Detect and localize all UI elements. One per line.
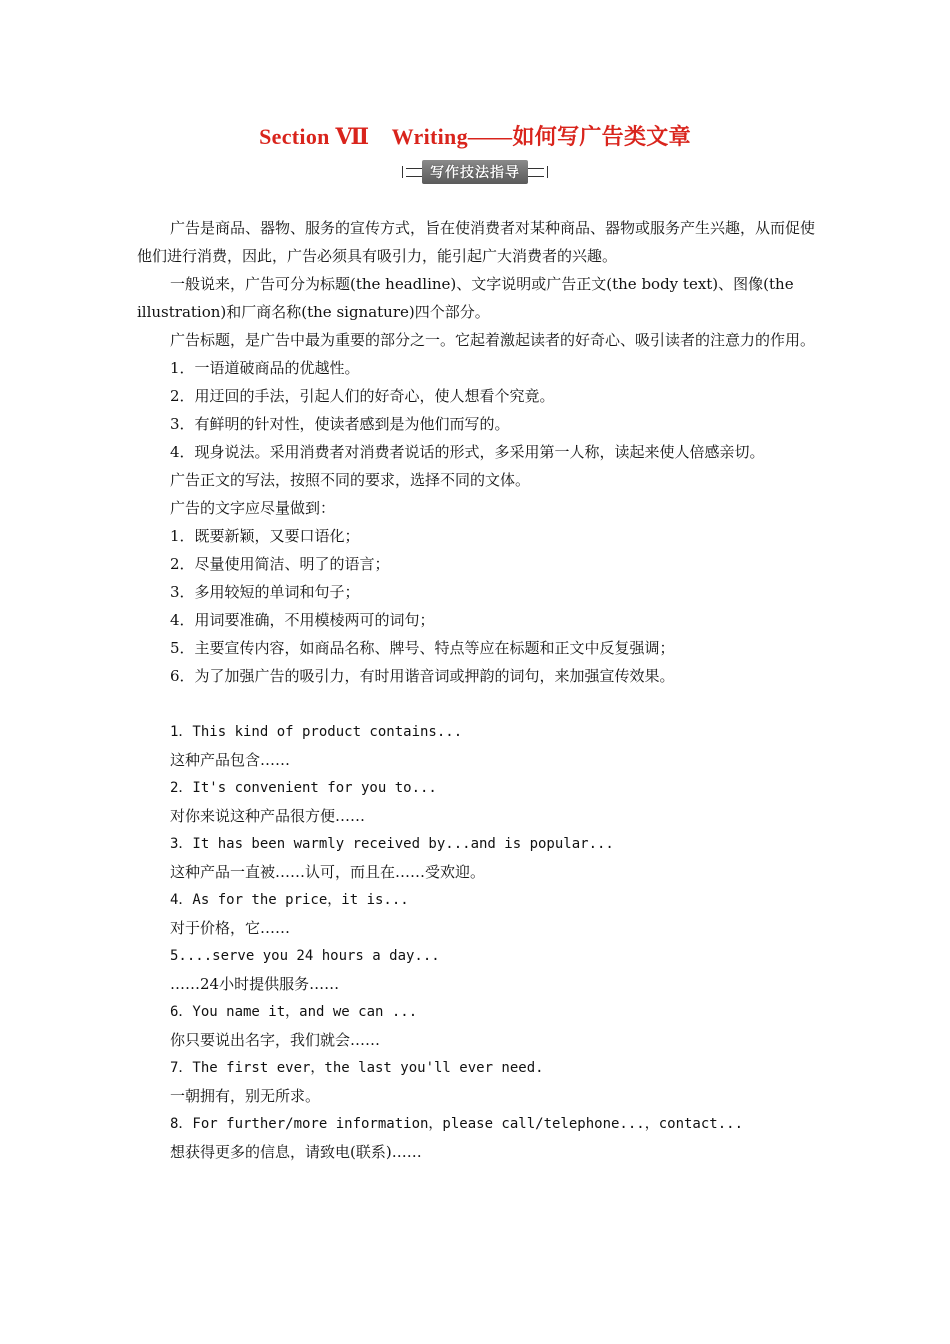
phrase-chinese: 这种产品一直被……认可，而且在……受欢迎。	[170, 863, 486, 881]
section-badge-wrap	[0, 160, 950, 184]
phrase-chinese: 一朝拥有，别无所求。	[170, 1087, 321, 1105]
headline-point: 2．用迂回的手法，引起人们的好奇心，使人想看个究竟。	[170, 387, 555, 405]
phrase-english: 7．The first ever，the last you'll ever need.	[170, 1060, 544, 1076]
wording-point: 5．主要宣传内容，如商品名称、牌号、特点等应在标题和正文中反复强调；	[170, 639, 675, 657]
wording-point: 4．用词要准确，不用模棱两可的词句；	[170, 611, 435, 629]
phrase-chinese: 对你来说这种产品很方便……	[170, 807, 366, 825]
intro-paragraph: 广告标题，是广告中最为重要的部分之一。它起着激起读者的好奇心、吸引读者的注意力的作用。	[170, 331, 816, 349]
intro-paragraph: 一般说来，广告可分为标题(the headline)、文字说明或广告正文(the body text)、图像(the illustration)和厂商名称(the signature)四个部分。	[137, 275, 794, 321]
headline-point: 3．有鲜明的针对性，使读者感到是为他们而写的。	[170, 415, 510, 433]
phrase-english: 6．You name it，and we can ...	[170, 1004, 418, 1020]
wording-point: 1．既要新颖，又要口语化；	[170, 527, 360, 545]
section-badge	[402, 160, 548, 184]
headline-point: 1．一语道破商品的优越性。	[170, 359, 360, 377]
badge-right-rule	[528, 168, 544, 177]
phrase-chinese: ……24小时提供服务……	[170, 975, 340, 993]
body-text-intro: 广告正文的写法，按照不同的要求，选择不同的文体。	[170, 471, 531, 489]
headline-point: 4．现身说法。采用消费者对消费者说话的形式，多采用第一人称，读起来使人倍感亲切。	[170, 443, 765, 461]
phrase-chinese: 这种产品包含……	[170, 751, 291, 769]
phrase-chinese: 你只要说出名字，我们就会……	[170, 1031, 381, 1049]
phrase-english: 4．As for the price，it is...	[170, 892, 409, 908]
phrase-english: 2．It's convenient for you to...	[170, 780, 437, 796]
intro-paragraph: 广告是商品、器物、服务的宣传方式，旨在使消费者对某种商品、器物或服务产生兴趣，从而促使他们进行消费，因此，广告必须具有吸引力，能引起广大消费者的兴趣。	[137, 219, 816, 265]
badge-label: 写作技法指导	[422, 160, 528, 184]
section-gap	[137, 690, 817, 718]
badge-right-cap	[544, 166, 548, 178]
phrase-english: 1．This kind of product contains...	[170, 724, 463, 740]
phrase-english: 3．It has been warmly received by...and is popular...	[170, 836, 614, 852]
phrase-chinese: 想获得更多的信息，请致电(联系)……	[170, 1143, 422, 1161]
badge-left-rule	[406, 168, 422, 177]
wording-point: 6．为了加强广告的吸引力，有时用谐音词或押韵的词句，来加强宣传效果。	[170, 667, 675, 685]
phrase-chinese: 对于价格，它……	[170, 919, 291, 937]
phrase-english: 5....serve you 24 hours a day...	[170, 948, 440, 964]
document-body	[137, 214, 817, 1166]
page-title: Section Ⅶ Writing——如何写广告类文章	[259, 124, 691, 149]
phrase-english: 8．For further/more information，please call/telephone...，contact...	[170, 1116, 744, 1132]
wording-intro: 广告的文字应尽量做到：	[170, 499, 336, 517]
wording-point: 2．尽量使用简洁、明了的语言；	[170, 555, 390, 573]
wording-point: 3．多用较短的单词和句子；	[170, 583, 360, 601]
